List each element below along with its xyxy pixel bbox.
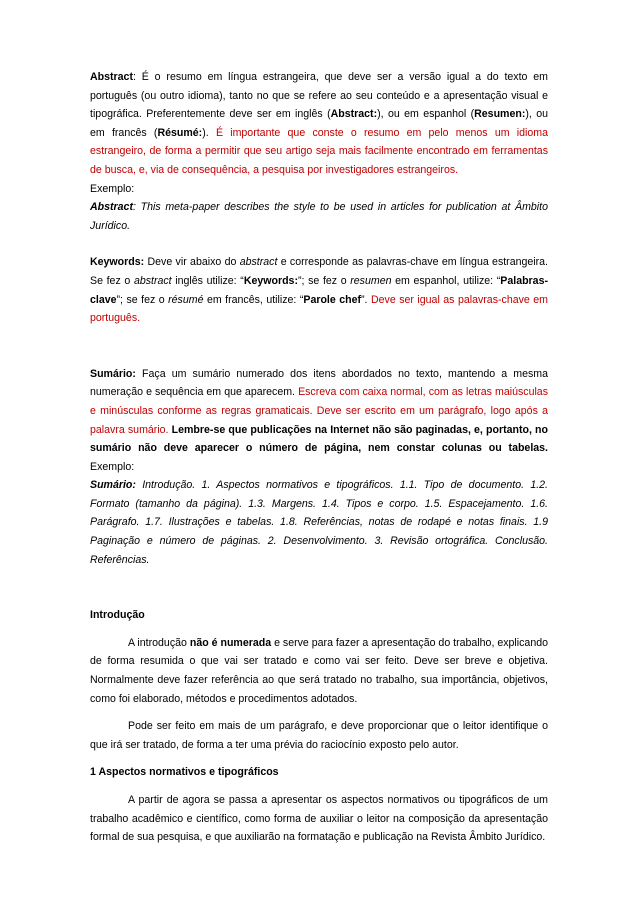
abstract-example: Abstract: This meta-paper describes the style to be used in articles for publication at Âmbito Jurídico. [90, 201, 548, 232]
introducao-paragraph-2: Pode ser feito em mais de um parágrafo, e deve proporcionar que o leitor identifique o que irá ser tratado, de forma a ter uma prévia do raciocínio exposto pelo autor. [90, 720, 548, 751]
sumario-example: Introdução. 1. Aspectos normativos e tipográficos. 1.1. Tipo de documento. 1.2. Formato (tamanho da página). 1.3. Margens. 1.4. Tipos e corpo. 1.5. Espacejamento. 1.6. Parágrafo. 1.7. Ilustrações e tabelas. 1.8. Referências, notas de rodapé e notas finais. 1.9 Paginação e número de páginas. 2. Desenvolvimento. 3. Revisão ortográfica. Conclusão. Referências. [90, 479, 548, 566]
keywords-note-red: Deve ser igual as palavras-chave em português. [90, 293, 548, 325]
keywords-paragraph: Keywords: Deve vir abaixo do abstract e corresponde as palavras-chave em língua estrangeira. Se fez o abstract inglês utilize: “Keywords:”; se fez o resumen em espanhol, utilize: “Palabras-clave”; se fez o résumé em francês, utilize: “Parole chef”. Deve ser igual as palavras-chave em português. [90, 256, 548, 325]
abstract-label: Abstract [90, 71, 133, 83]
sumario-note-bold: Lembre-se que publicações na Internet não são paginadas, e, portanto, no sumário não deve aparecer o número de página, nem constar colunas ou tabelas. [90, 423, 548, 455]
aspectos-heading: 1 Aspectos normativos e tipográficos [90, 766, 279, 779]
abstract-paragraph: Abstract: É o resumo em língua estrangeira, que deve ser a versão igual a do texto em português (ou outro idioma), tanto no que se refere ao seu conteúdo e a apresentação visual e tipográfica. Preferentemente deve ser em inglês (Abstract:), ou em espanhol (Resumen:), ou em francês (Résumé:). É importante que conste o resumo em pelo menos um idioma estrangeiro, de forma a permitir que seu artigo seja mais facilmente encontrado em ferramentas de busca, e, via de consequência, a pesquisa por investigadores estrangeiros. [90, 71, 548, 176]
abstract-exemplo: Exemplo: [90, 182, 135, 195]
sumario-paragraph: Sumário: Faça um sumário numerado dos itens abordados no texto, mantendo a mesma numeração e sequência em que aparecem. Escreva com caixa normal, com as letras maiúsculas e minúsculas conforme as regras gramaticais. Deve ser escrito em um parágrafo, logo após a palavra sumário. Lembre-se que publicações na Internet não são paginadas, e, portanto, no sumário não deve aparecer o número de página, nem constar colunas ou tabelas. Exemplo: Sumário: Introdução. 1. Aspectos normativos e tipográficos. 1.1. Tipo de documento. 1.2. Formato (tamanho da página). 1.3. Margens. 1.4. Tipos e corpo. 1.5. Espacejamento. 1.6. Parágrafo. 1.7. Ilustrações e tabelas. 1.8. Referências, notas de rodapé e notas finais. 1.9 Paginação e número de páginas. 2. Desenvolvimento. 3. Revisão ortográfica. Conclusão. Referências. [90, 367, 548, 566]
abstract-note-red: É importante que conste o resumo em pelo menos um idioma estrangeiro, de forma a permitir que seu artigo seja mais facilmente encontrado em ferramentas de busca, e, via de consequência, a pesquisa por investigadores estrangeiros. [90, 126, 548, 176]
introducao-paragraph-1: A introdução não é numerada e serve para fazer a apresentação do trabalho, explicando de forma resumida o que vai ser tratado e como vai ser feito. Deve ser breve e objetiva. Normalmente deve fazer referência ao que será tratado no trabalho, sua importância, objetivos, como foi elaborado, métodos e procedimentos adotados. [90, 636, 548, 705]
introducao-heading: Introdução [90, 609, 145, 622]
sumario-label: Sumário: [90, 367, 136, 380]
keywords-label: Keywords: [90, 256, 145, 269]
sumario-note-red: Escreva com caixa normal, com as letras maiúsculas e minúsculas conforme as regras gramaticais. Deve ser escrito em um parágrafo, logo após a palavra sumário. [90, 386, 548, 436]
document-page [90, 68, 548, 847]
aspectos-paragraph-1: A partir de agora se passa a apresentar os aspectos normativos ou tipográficos de um trabalho acadêmico e científico, como forma de auxiliar o leitor na composição da apresentação formal de sua pesquisa, e que auxiliarão na formatação e publicação na Revista Âmbito Jurídico. [90, 794, 548, 844]
